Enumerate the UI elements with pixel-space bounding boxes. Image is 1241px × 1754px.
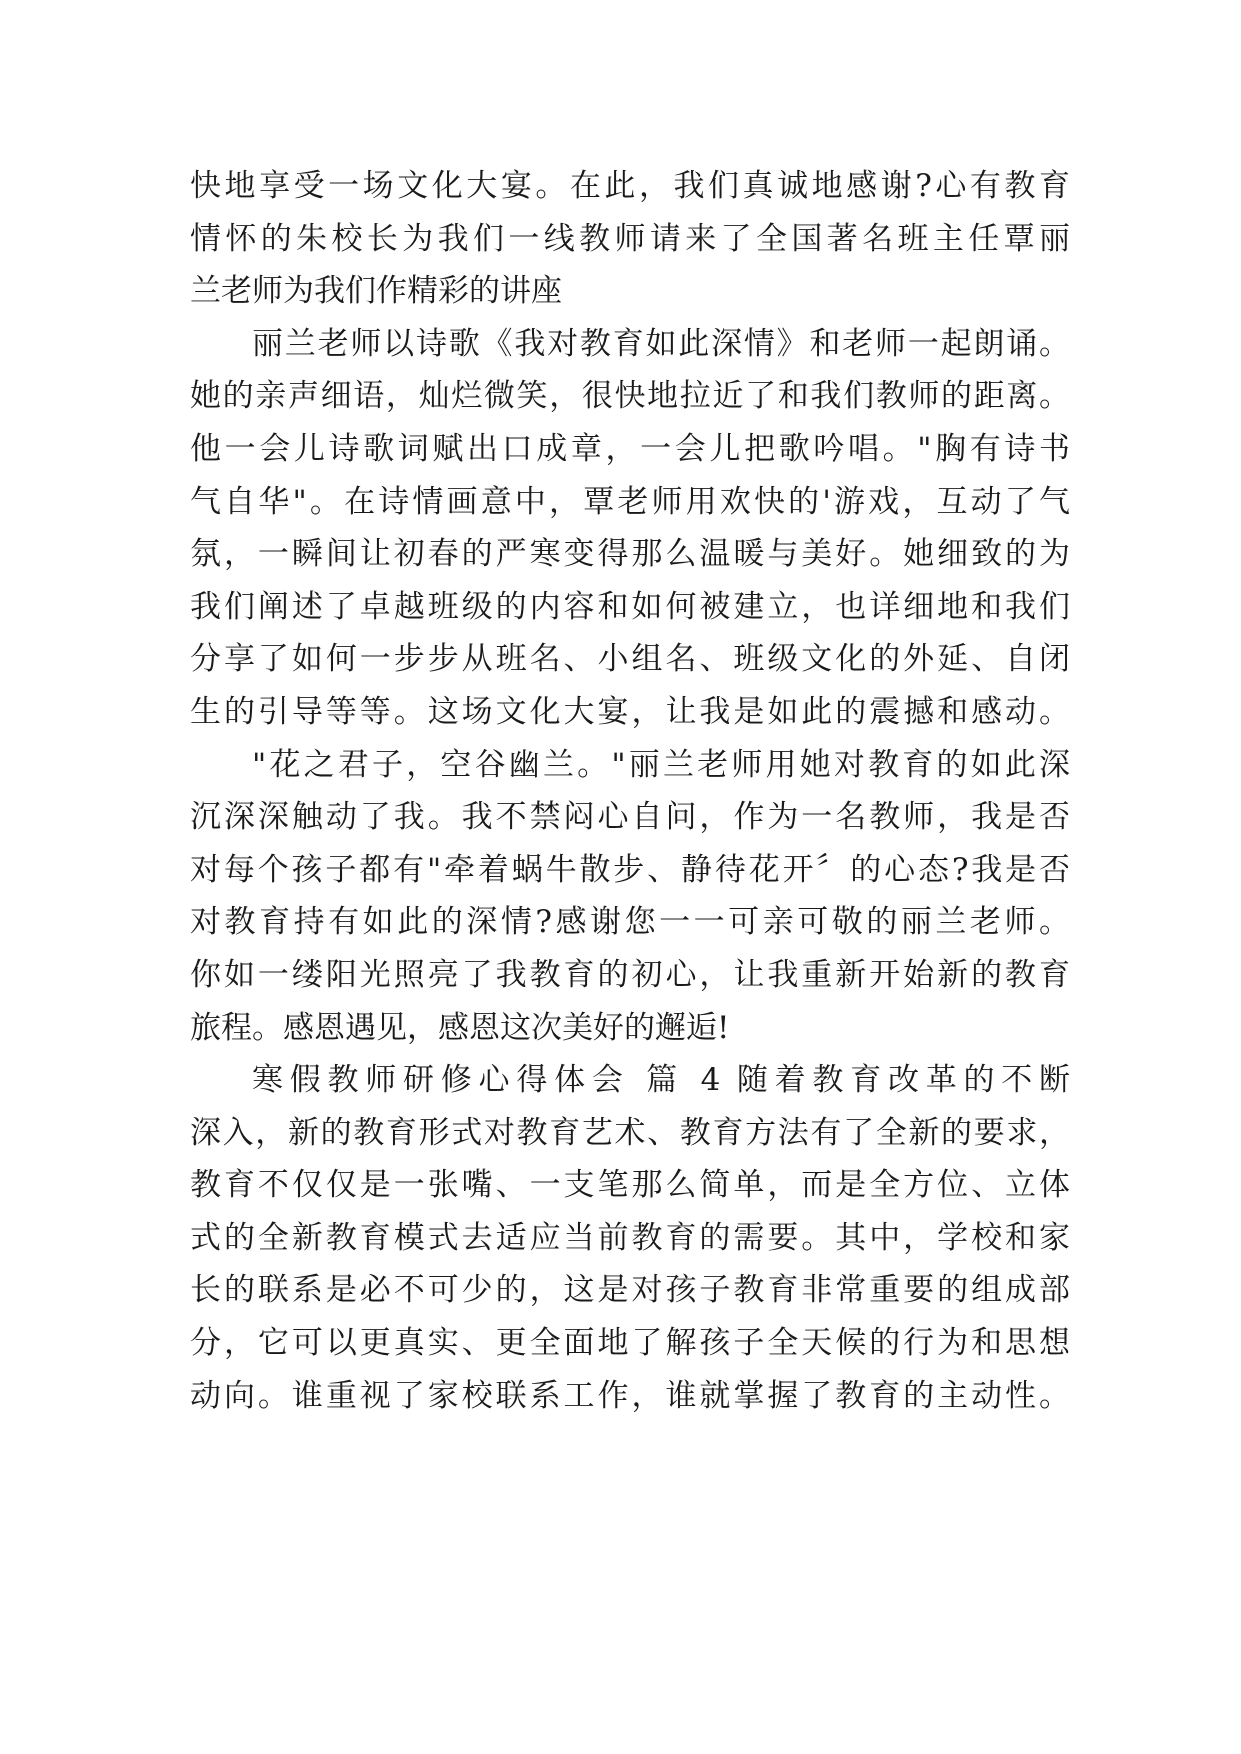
text-line: 长的联系是必不可少的，这是对孩子教育非常重要的组成部 bbox=[190, 1272, 1070, 1309]
text-line: 式的全新教育模式去适应当前教育的需要。其中，学校和家 bbox=[190, 1219, 1070, 1256]
text-line: 他一会儿诗歌词赋出口成章，一会儿把歌吟唱。"胸有诗书 bbox=[190, 430, 1070, 467]
paragraph-start-line: 丽兰老师以诗歌《我对教育如此深情》和老师一起朗诵。 bbox=[252, 325, 1070, 362]
text-line: 生的引导等等。这场文化大宴，让我是如此的震撼和感动。 bbox=[190, 693, 1070, 730]
text-line: 你如一缕阳光照亮了我教育的初心，让我重新开始新的教育 bbox=[190, 956, 1070, 993]
text-line: 情怀的朱校长为我们一线教师请来了全国著名班主任覃丽 bbox=[190, 220, 1070, 257]
text-line: 教育不仅仅是一张嘴、一支笔那么简单，而是全方位、立体 bbox=[190, 1167, 1070, 1204]
text-line: 她的亲声细语，灿烂微笑，很快地拉近了和我们教师的距离。 bbox=[190, 378, 1070, 415]
text-line: 我们阐述了卓越班级的内容和如何被建立，也详细地和我们 bbox=[190, 588, 1070, 625]
section-heading-line: 寒假教师研修心得体会 篇 4 随着教育改革的不断 bbox=[252, 1062, 1070, 1099]
text-line: 对每个孩子都有"牵着蜗牛散步、静待花开〞的心态?我是否 bbox=[190, 851, 1070, 888]
body-text bbox=[190, 160, 1070, 1422]
text-line: 分享了如何一步步从班名、小组名、班级文化的外延、自闭 bbox=[190, 641, 1070, 678]
text-line: 深入，新的教育形式对教育艺术、教育方法有了全新的要求， bbox=[190, 1114, 1070, 1151]
text-line: 氛，一瞬间让初春的严寒变得那么温暖与美好。她细致的为 bbox=[190, 536, 1070, 573]
text-line: 快地享受一场文化大宴。在此，我们真诚地感谢?心有教育 bbox=[190, 168, 1070, 204]
text-line: 气自华"。在诗情画意中，覃老师用欢快的'游戏，互动了气 bbox=[190, 483, 1070, 520]
text-line: 沉深深触动了我。我不禁闷心自问，作为一名教师，我是否 bbox=[190, 799, 1070, 836]
paragraph-start-line: "花之君子，空谷幽兰。"丽兰老师用她对教育的如此深 bbox=[252, 746, 1070, 783]
text-line: 对教育持有如此的深情?感谢您一一可亲可敬的丽兰老师。 bbox=[190, 904, 1070, 941]
text-line: 分，它可以更真实、更全面地了解孩子全天候的行为和思想 bbox=[190, 1325, 1070, 1362]
text-line: 兰老师为我们作精彩的讲座 bbox=[190, 273, 562, 310]
text-line: 旅程。感恩遇见，感恩这次美好的邂逅! bbox=[190, 1009, 730, 1046]
text-line: 动向。谁重视了家校联系工作，谁就掌握了教育的主动性。 bbox=[190, 1377, 1070, 1414]
